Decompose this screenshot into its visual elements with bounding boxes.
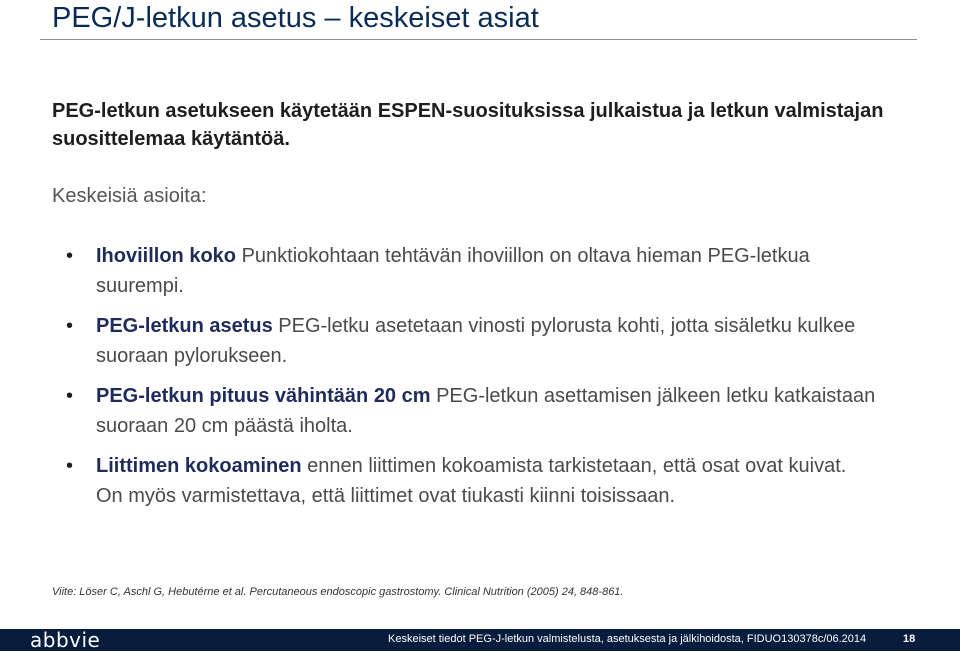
page-number: 18 <box>903 633 916 645</box>
bullet-item <box>0 241 876 301</box>
footer-bar <box>0 629 960 651</box>
bullet-item <box>0 311 876 371</box>
slide-title: PEG/J-letkun asetus – keskeiset asiat <box>52 2 539 34</box>
bullet-item <box>0 381 876 441</box>
bullet-dot-icon: • <box>66 245 74 267</box>
bullet-list <box>0 241 960 521</box>
bullet-item <box>0 451 876 511</box>
bullet-lead: Liittimen kokoaminen <box>96 455 302 477</box>
abbvie-logo: abbvie <box>30 628 101 652</box>
bullet-dot-icon: • <box>66 455 74 477</box>
intro-paragraph: PEG-letkun asetukseen käytetään ESPEN-suosituksissa julkaistua ja letkun valmistajan suosittelemaa käytäntöä. <box>52 100 884 150</box>
bullet-lead: PEG-letkun pituus vähintään 20 cm <box>96 385 431 407</box>
bullet-text: PEG-letku asetetaan vinosti pylorusta kohti, jotta sisäletku kulkee suoraan pylorukseen. <box>96 315 856 367</box>
bullet-lead: Ihoviillon koko <box>96 245 237 267</box>
subheading: Keskeisiä asioita: <box>52 185 207 207</box>
bullet-dot-icon: • <box>66 385 74 407</box>
reference-citation: Viite: Löser C, Aschl G, Hebutérne et al. Percutaneous endoscopic gastrostomy. Clinical Nutrition (2005) 24, 848-861. <box>52 586 624 598</box>
footer-text: Keskeiset tiedot PEG-J-letkun valmistelusta, asetuksesta ja jälkihoidosta, FIDUO130378c/06.2014 <box>388 633 867 645</box>
bullet-text: ennen liittimen kokoamista tarkistetaan, että osat ovat kuivat. On myös varmistettava, että liittimet ovat tiukasti kiinni toisissaan. <box>96 455 847 507</box>
bullet-text: PEG-letkun asettamisen jälkeen letku katkaistaan suoraan 20 cm päästä iholta. <box>96 385 876 437</box>
bullet-lead: PEG-letkun asetus <box>96 315 273 337</box>
bullet-text: Punktiokohtaan tehtävän ihoviillon on oltava hieman PEG-letkua suurempi. <box>96 245 810 297</box>
title-divider <box>40 39 917 40</box>
bullet-dot-icon: • <box>66 315 74 337</box>
